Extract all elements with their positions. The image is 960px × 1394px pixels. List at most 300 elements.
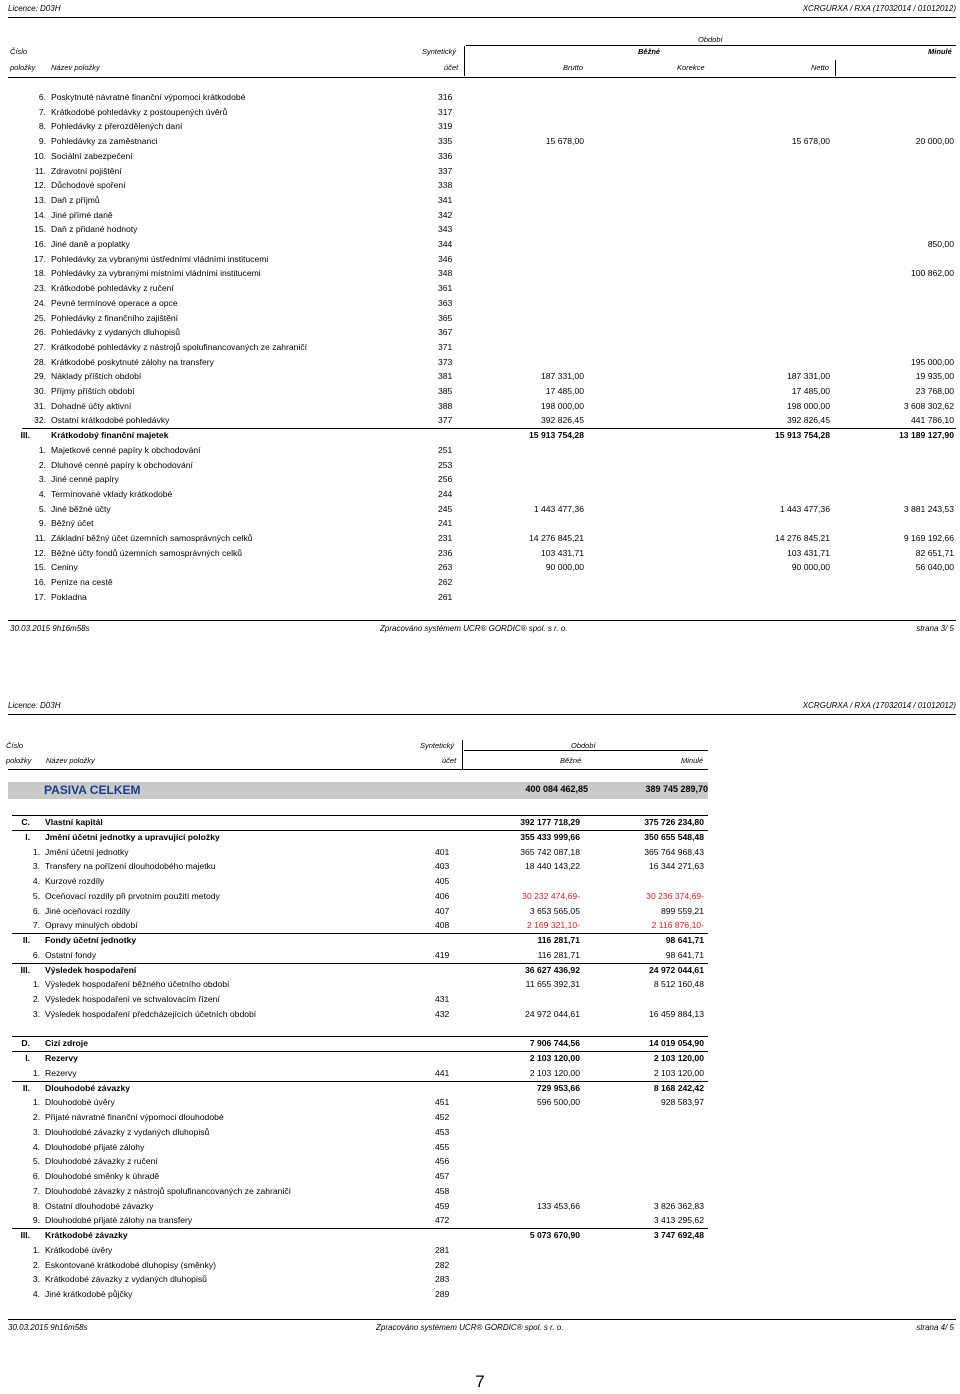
row-minule: 98 641,71 bbox=[665, 935, 704, 945]
row-number: 3. bbox=[32, 1008, 40, 1019]
row-account: 373 bbox=[438, 356, 453, 367]
row-number: 6. bbox=[32, 905, 40, 916]
row-account: 381 bbox=[438, 371, 453, 382]
row-brutto: 15 678,00 bbox=[545, 136, 584, 147]
row-name: Výsledek hospodaření bbox=[45, 964, 137, 975]
row-number: 7. bbox=[32, 920, 40, 931]
row-number: 3. bbox=[38, 474, 46, 485]
row-name: Sociální zabezpečení bbox=[51, 150, 133, 161]
row-number: 5. bbox=[32, 1156, 40, 1167]
row-account: 251 bbox=[438, 444, 453, 455]
row-minule: 16 459 884,13 bbox=[649, 1008, 704, 1019]
row-account: 365 bbox=[438, 312, 453, 323]
row-name: Jmění účetní jednotky bbox=[45, 846, 129, 857]
table-row bbox=[0, 222, 960, 236]
row-minule: 24 972 044,61 bbox=[649, 964, 704, 975]
table-row bbox=[0, 1125, 960, 1139]
table-row bbox=[0, 531, 960, 545]
col-korekce: Korekce bbox=[677, 63, 705, 72]
section-rule bbox=[12, 933, 708, 934]
row-account: 401 bbox=[435, 846, 450, 857]
row-number: 26. bbox=[34, 327, 46, 338]
row-name: Pohledávky z vydaných dluhopisů bbox=[51, 327, 180, 338]
row-brutto: 15 913 754,28 bbox=[529, 430, 584, 441]
row-account: 432 bbox=[435, 1008, 450, 1019]
table-row bbox=[0, 1154, 960, 1168]
table-row bbox=[0, 1081, 960, 1095]
row-account: 451 bbox=[435, 1097, 450, 1108]
row-bezne: 392 177 718,29 bbox=[520, 817, 580, 827]
row-name: Jmění účetní jednotky a upravující položky bbox=[45, 831, 220, 842]
row-account: 256 bbox=[438, 474, 453, 485]
table-row bbox=[0, 1066, 960, 1080]
row-minule: 100 862,00 bbox=[910, 268, 954, 279]
row-name: Daň z přidané hodnoty bbox=[51, 224, 138, 235]
row-account: 262 bbox=[438, 577, 453, 588]
row-name: Ostatní dlouhodobé závazky bbox=[45, 1200, 154, 1211]
row-minule: 375 726 234,80 bbox=[644, 817, 704, 827]
col-nazev: Název položky bbox=[46, 756, 95, 765]
col-header-rule bbox=[8, 77, 956, 78]
header-rule bbox=[8, 17, 956, 18]
row-name: Pohledávky za vybranými místními vládními institucemi bbox=[51, 268, 261, 279]
row-minule: 9 169 192,66 bbox=[903, 533, 954, 543]
row-number: 32. bbox=[34, 415, 46, 426]
row-account: 371 bbox=[438, 341, 453, 352]
table-row bbox=[0, 1272, 960, 1286]
row-account: 245 bbox=[438, 503, 453, 514]
row-name: Jiné krátkodobé půjčky bbox=[45, 1289, 133, 1299]
row-name: Přijaté návratné finanční výpomoci dlouhodobé bbox=[45, 1112, 224, 1122]
row-minule: 30 236 374,69- bbox=[646, 890, 704, 901]
row-account: 263 bbox=[438, 562, 453, 573]
obdobi-rule bbox=[464, 750, 708, 751]
row-number: 1. bbox=[32, 1097, 40, 1108]
table-row bbox=[0, 1007, 960, 1021]
row-number: 2. bbox=[32, 994, 40, 1004]
header-rule bbox=[8, 714, 956, 715]
table-row bbox=[0, 1258, 960, 1272]
row-account: 283 bbox=[435, 1274, 450, 1285]
table-row bbox=[0, 472, 960, 486]
row-number: 8. bbox=[38, 121, 46, 132]
row-netto: 392 826,45 bbox=[786, 415, 830, 426]
table-row bbox=[0, 340, 960, 354]
row-number: I. bbox=[25, 831, 30, 842]
row-netto: 15 913 754,28 bbox=[775, 430, 830, 441]
row-account: 244 bbox=[438, 488, 453, 499]
row-number: 1. bbox=[32, 979, 40, 990]
row-account: 261 bbox=[438, 591, 453, 602]
row-name: Poskytnuté návratné finanční výpomoci krátkodobé bbox=[51, 92, 246, 102]
row-number: 31. bbox=[34, 400, 46, 411]
row-minule: 16 344 271,63 bbox=[649, 861, 704, 872]
row-name: Pohledávky z finančního zajištění bbox=[51, 312, 179, 323]
row-name: Majetkové cenné papíry k obchodování bbox=[51, 444, 201, 455]
row-minule: 441 786,10 bbox=[910, 415, 954, 426]
row-minule: 195 000,00 bbox=[910, 356, 954, 367]
row-number: II. bbox=[22, 935, 30, 945]
row-name: Výsledek hospodaření předcházejících účetních období bbox=[45, 1008, 257, 1019]
row-minule: 23 768,00 bbox=[915, 386, 954, 396]
system-note: Zpracováno systémem UCR® GORDIC® spol. s r. o. bbox=[376, 1323, 564, 1332]
row-name: Základní běžný účet územních samosprávných celků bbox=[51, 533, 253, 543]
row-number: 5. bbox=[32, 890, 40, 901]
row-number: 2. bbox=[32, 1259, 40, 1270]
table-row bbox=[0, 458, 960, 472]
row-bezne: 596 500,00 bbox=[536, 1097, 580, 1108]
row-name: Vlastní kapitál bbox=[45, 817, 103, 827]
table-row bbox=[0, 1199, 960, 1213]
col-header-rule bbox=[8, 769, 708, 770]
row-name: Rezervy bbox=[45, 1053, 78, 1063]
row-account: 403 bbox=[435, 861, 450, 872]
row-bezne: 30 232 474,69- bbox=[522, 890, 580, 901]
row-netto: 187 331,00 bbox=[786, 371, 830, 382]
row-account: 317 bbox=[438, 106, 453, 117]
row-name: Pohledávky za zaměstnanci bbox=[51, 136, 158, 147]
table-row bbox=[0, 252, 960, 266]
table-row bbox=[0, 1228, 960, 1242]
row-number: 7. bbox=[38, 106, 46, 117]
row-bezne: 11 655 392,31 bbox=[525, 979, 580, 990]
row-account: 231 bbox=[438, 533, 453, 543]
row-account: 341 bbox=[438, 194, 453, 205]
licence-label: Licence: D03H bbox=[8, 4, 61, 13]
row-name: Náklady příštích období bbox=[51, 371, 142, 382]
table-row bbox=[0, 208, 960, 222]
table-row bbox=[0, 948, 960, 962]
table-row bbox=[0, 399, 960, 413]
row-account: 342 bbox=[438, 209, 453, 220]
row-name: Fondy účetní jednotky bbox=[45, 935, 137, 945]
table-row bbox=[0, 1140, 960, 1154]
col-bezne: Běžné bbox=[638, 47, 661, 56]
table-row bbox=[0, 149, 960, 163]
row-netto: 17 485,00 bbox=[791, 386, 830, 396]
col-obdobi: Období bbox=[571, 741, 596, 750]
row-account: 336 bbox=[438, 150, 453, 161]
row-number: 12. bbox=[34, 547, 46, 558]
row-number: 5. bbox=[38, 503, 46, 514]
row-account: 407 bbox=[435, 905, 450, 916]
col-ucet: účet bbox=[442, 756, 457, 765]
row-account: 346 bbox=[438, 253, 453, 264]
row-minule: 13 189 127,90 bbox=[899, 430, 954, 441]
row-number: 1. bbox=[32, 1244, 40, 1255]
row-name: Dlouhodobé přijaté zálohy bbox=[45, 1141, 145, 1152]
row-name: Eskontované krátkodobé dluhopisy (směnky) bbox=[45, 1259, 217, 1270]
row-account: 385 bbox=[438, 386, 453, 396]
row-name: Dlouhodobé závazky z nástrojů spolufinancovaných ze zahraničí bbox=[45, 1185, 292, 1196]
print-timestamp: 30.03.2015 9h16m58s bbox=[8, 1323, 88, 1332]
row-number: 17. bbox=[34, 253, 46, 264]
row-account: 408 bbox=[435, 920, 450, 931]
table-row bbox=[0, 830, 960, 844]
row-account: 453 bbox=[435, 1126, 450, 1137]
row-account: 348 bbox=[438, 268, 453, 279]
row-brutto: 1 443 477,36 bbox=[533, 503, 584, 514]
row-bezne: 5 073 670,90 bbox=[529, 1230, 580, 1240]
row-brutto: 90 000,00 bbox=[545, 562, 584, 573]
table-row bbox=[0, 889, 960, 903]
row-account: 456 bbox=[435, 1156, 450, 1167]
table-row bbox=[0, 281, 960, 295]
col-ucet: účet bbox=[444, 63, 459, 72]
section-rule bbox=[12, 1081, 708, 1082]
row-minule: 3 881 243,53 bbox=[903, 503, 954, 514]
row-netto: 103 431,71 bbox=[786, 547, 830, 558]
row-number: 12. bbox=[34, 180, 46, 191]
table-row bbox=[0, 443, 960, 457]
row-name: Krátkodobé závazky bbox=[45, 1230, 128, 1240]
row-account: 338 bbox=[438, 180, 453, 191]
col-divider bbox=[462, 740, 463, 770]
row-name: Pohledávky z přerozdělených daní bbox=[51, 121, 183, 132]
report-code: XCRGURXA / RXA (17032014 / 01012012) bbox=[802, 4, 956, 13]
row-netto: 15 678,00 bbox=[791, 136, 830, 147]
section-rule bbox=[12, 815, 708, 816]
row-name: Termínované vklady krátkodobé bbox=[51, 488, 173, 499]
col-synteticky: Syntetický bbox=[422, 47, 457, 56]
table-row bbox=[0, 992, 960, 1006]
table-row bbox=[0, 1169, 960, 1183]
row-bezne: 133 453,66 bbox=[536, 1200, 580, 1211]
table-row bbox=[0, 119, 960, 133]
row-account: 363 bbox=[438, 297, 453, 308]
row-account: 452 bbox=[435, 1112, 450, 1122]
row-name: Dluhové cenné papíry k obchodování bbox=[51, 459, 193, 470]
row-account: 319 bbox=[438, 121, 453, 132]
row-number: 6. bbox=[32, 949, 40, 960]
row-minule: 56 040,00 bbox=[915, 562, 954, 573]
table-row bbox=[0, 105, 960, 119]
table-row bbox=[0, 575, 960, 589]
row-minule: 350 655 548,48 bbox=[644, 831, 704, 842]
row-number: 4. bbox=[32, 876, 40, 886]
row-number: 24. bbox=[34, 297, 46, 308]
row-account: 316 bbox=[438, 92, 453, 102]
row-account: 281 bbox=[435, 1244, 450, 1255]
table-row bbox=[0, 90, 960, 104]
section-rule bbox=[12, 830, 708, 831]
row-account: 337 bbox=[438, 165, 453, 176]
report-page-4 bbox=[0, 697, 960, 1347]
row-number: 9. bbox=[32, 1215, 40, 1226]
row-number: 6. bbox=[32, 1171, 40, 1181]
section-rule bbox=[22, 428, 956, 429]
table-row bbox=[0, 933, 960, 947]
row-bezne: 36 627 436,92 bbox=[525, 964, 580, 975]
row-name: Krátkodobé pohledávky z ručení bbox=[51, 283, 174, 294]
row-brutto: 392 826,45 bbox=[540, 415, 584, 426]
table-row bbox=[0, 560, 960, 574]
table-row bbox=[0, 164, 960, 178]
table-row bbox=[0, 977, 960, 991]
col-brutto: Brutto bbox=[563, 63, 584, 72]
page-header bbox=[8, 4, 956, 13]
row-netto: 14 276 845,21 bbox=[775, 533, 830, 543]
row-bezne: 7 906 744,56 bbox=[529, 1038, 580, 1049]
col-minule: Minulé bbox=[928, 47, 952, 56]
table-row bbox=[0, 384, 960, 398]
table-row bbox=[0, 1184, 960, 1198]
table-row bbox=[0, 413, 960, 427]
row-name: Důchodové spoření bbox=[51, 180, 126, 191]
row-number: 30. bbox=[34, 386, 46, 396]
col-minule: Minulé bbox=[681, 756, 704, 765]
row-name: Pevné termínové operace a opce bbox=[51, 297, 178, 308]
table-row bbox=[0, 516, 960, 530]
row-netto: 90 000,00 bbox=[791, 562, 830, 573]
table-row bbox=[0, 1110, 960, 1124]
row-minule: 98 641,71 bbox=[665, 949, 704, 960]
row-account: 289 bbox=[435, 1289, 450, 1299]
row-bezne: 355 433 999,66 bbox=[520, 831, 580, 842]
table-row bbox=[0, 859, 960, 873]
row-name: Opravy minulých období bbox=[45, 920, 138, 931]
table-row bbox=[0, 1095, 960, 1109]
col-obdobi: Období bbox=[698, 35, 723, 44]
row-name: Daň z příjmů bbox=[51, 194, 100, 205]
row-number: 11. bbox=[34, 165, 46, 176]
row-name: Pokladna bbox=[51, 591, 87, 602]
col-divider bbox=[464, 46, 465, 76]
row-bezne: 24 972 044,61 bbox=[525, 1008, 580, 1019]
table-row bbox=[0, 1051, 960, 1065]
col-cislo: Číslo bbox=[6, 741, 24, 750]
row-name: Výsledek hospodaření ve schvalovacím řízení bbox=[45, 994, 220, 1004]
row-number: III. bbox=[20, 430, 30, 441]
row-account: 472 bbox=[435, 1215, 450, 1226]
row-name: Běžné účty fondů územních samosprávných celků bbox=[51, 547, 243, 558]
section-rule bbox=[12, 1228, 708, 1229]
row-name: Běžný účet bbox=[51, 518, 94, 529]
row-account: 236 bbox=[438, 547, 453, 558]
row-number: 27. bbox=[34, 341, 46, 352]
row-name: Ceniny bbox=[51, 562, 78, 573]
table-row bbox=[0, 1213, 960, 1227]
row-bezne: 2 103 120,00 bbox=[529, 1053, 580, 1063]
system-note: Zpracováno systémem UCR® GORDIC® spol. s r. o. bbox=[380, 624, 568, 633]
row-minule: 8 512 160,48 bbox=[653, 979, 704, 990]
row-minule: 20 000,00 bbox=[915, 136, 954, 147]
row-name: Dlouhodobé směnky k úhradě bbox=[45, 1171, 160, 1181]
row-minule: 2 103 120,00 bbox=[653, 1067, 704, 1078]
row-bezne: 116 281,71 bbox=[537, 935, 580, 945]
section-rule bbox=[12, 1036, 708, 1037]
row-bezne: 729 953,66 bbox=[536, 1082, 580, 1093]
row-brutto: 103 431,71 bbox=[540, 547, 584, 558]
row-number: 6. bbox=[38, 92, 46, 102]
footer-rule bbox=[8, 1319, 956, 1320]
table-row bbox=[0, 428, 960, 442]
col-netto: Netto bbox=[811, 63, 829, 72]
section-rule bbox=[12, 963, 708, 964]
page-header bbox=[8, 701, 956, 710]
row-account: 458 bbox=[435, 1185, 450, 1196]
row-name: Ostatní fondy bbox=[45, 949, 97, 960]
table-row bbox=[0, 369, 960, 383]
row-number: 1. bbox=[38, 444, 46, 455]
col-bezne: Běžné bbox=[560, 756, 582, 765]
row-minule: 928 583,97 bbox=[660, 1097, 704, 1108]
row-account: 241 bbox=[438, 518, 453, 529]
table-row bbox=[0, 134, 960, 148]
row-name: Výsledek hospodaření běžného účetního období bbox=[45, 979, 230, 990]
row-name: Krátkodobé poskytnuté zálohy na transfery bbox=[51, 356, 214, 367]
row-name: Krátkodobý finanční majetek bbox=[51, 430, 169, 441]
row-name: Peníze na cestě bbox=[51, 577, 113, 588]
row-number: 3. bbox=[32, 1126, 40, 1137]
section-rule bbox=[12, 1051, 708, 1052]
row-name: Krátkodobé pohledávky z nástrojů spolufinancovaných ze zahraničí bbox=[51, 341, 308, 352]
pasiva-total-row bbox=[8, 782, 708, 799]
row-number: C. bbox=[21, 817, 30, 827]
row-number: D. bbox=[21, 1038, 30, 1049]
row-name: Dlouhodobé úvěry bbox=[45, 1097, 115, 1108]
row-name: Jiné běžné účty bbox=[51, 503, 111, 514]
row-number: 14. bbox=[34, 209, 46, 220]
col-polozky: položky bbox=[6, 756, 32, 765]
row-bezne: 3 653 565,05 bbox=[529, 905, 580, 916]
table-row bbox=[0, 266, 960, 280]
col-nazev: Název položky bbox=[51, 63, 100, 72]
row-minule: 19 935,00 bbox=[915, 371, 954, 382]
row-name: Dlouhodobé závazky z ručení bbox=[45, 1156, 158, 1167]
row-number: 13. bbox=[34, 194, 46, 205]
row-bezne: 2 103 120,00 bbox=[529, 1067, 580, 1078]
row-number: 18. bbox=[34, 268, 46, 279]
row-name: Jiné daně a poplatky bbox=[51, 239, 130, 249]
row-number: III. bbox=[20, 1230, 30, 1240]
table-row bbox=[0, 874, 960, 888]
row-account: 457 bbox=[435, 1171, 450, 1181]
table-row bbox=[0, 1036, 960, 1050]
row-bezne: 2 169 321,10- bbox=[526, 920, 580, 931]
row-bezne: 116 281,71 bbox=[537, 949, 580, 960]
table-row bbox=[0, 296, 960, 310]
pasiva-minule: 389 745 289,70 bbox=[645, 784, 708, 794]
row-name: Dlouhodobé přijaté zálohy na transfery bbox=[45, 1215, 193, 1226]
row-minule: 82 651,71 bbox=[915, 547, 954, 558]
row-account: 455 bbox=[435, 1141, 450, 1152]
row-name: Pohledávky za vybranými ústředními vládními institucemi bbox=[51, 253, 269, 264]
row-bezne: 365 742 087,18 bbox=[520, 846, 580, 857]
row-name: Zdravotní pojištění bbox=[51, 165, 122, 176]
table-row bbox=[0, 845, 960, 859]
row-name: Dohadné účty aktivní bbox=[51, 400, 132, 411]
row-name: Dlouhodobé závazky bbox=[45, 1082, 130, 1093]
row-minule: 3 826 362,83 bbox=[653, 1200, 704, 1211]
row-minule: 3 747 692,48 bbox=[653, 1230, 704, 1240]
row-name: Kurzové rozdíly bbox=[45, 876, 105, 886]
row-name: Krátkodobé pohledávky z postoupených úvěrů bbox=[51, 106, 228, 117]
row-number: 28. bbox=[34, 356, 46, 367]
row-number: 23. bbox=[34, 283, 46, 294]
row-number: 8. bbox=[32, 1200, 40, 1211]
row-number: 9. bbox=[38, 136, 46, 147]
licence-label: Licence: D03H bbox=[8, 701, 61, 710]
row-minule: 899 559,21 bbox=[660, 905, 704, 916]
row-account: 441 bbox=[435, 1067, 450, 1078]
row-name: Jiné přímé daně bbox=[51, 209, 113, 220]
row-name: Transfery na pořízení dlouhodobého majetku bbox=[45, 861, 216, 872]
row-number: 17. bbox=[34, 591, 46, 602]
document-page-number: 7 bbox=[475, 1372, 485, 1391]
col-polozky: položky bbox=[10, 63, 36, 72]
row-number: 29. bbox=[34, 371, 46, 382]
